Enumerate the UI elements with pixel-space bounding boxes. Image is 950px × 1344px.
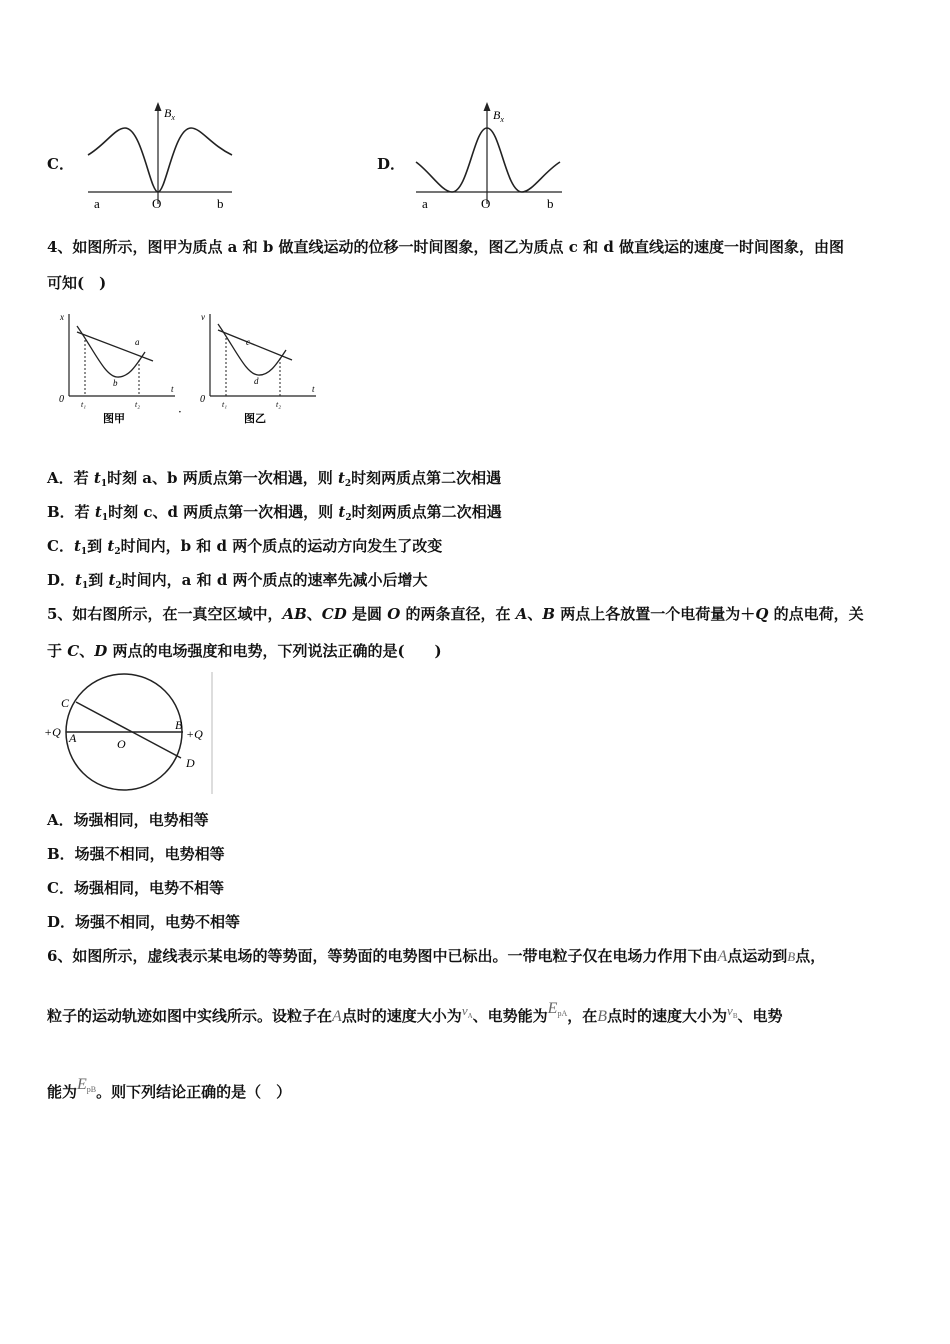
curve-d-label: d bbox=[254, 376, 259, 386]
charge-left-label: +Q bbox=[44, 725, 61, 739]
caption-jia: 图甲 bbox=[103, 413, 125, 425]
tick-o: O bbox=[152, 196, 162, 211]
y-label: v bbox=[201, 312, 205, 322]
q4-figure-yi bbox=[196, 308, 326, 428]
diameter-cd bbox=[76, 702, 181, 758]
q6-stem-line3: 能为$E_{pB}$。则下列结论正确的是（ ） bbox=[47, 1076, 292, 1101]
axis-arrow bbox=[155, 102, 162, 111]
q5-option-c[interactable]: C．场强相同，电势不相等 bbox=[47, 879, 224, 897]
curve-b-label: b bbox=[113, 378, 118, 388]
tick-b: b bbox=[217, 196, 224, 211]
axis-arrow bbox=[484, 102, 491, 111]
figure-separator-dot: · bbox=[178, 405, 182, 419]
origin-label: 0 bbox=[59, 394, 64, 405]
tick-a: a bbox=[94, 196, 100, 211]
point-c-label: C bbox=[61, 696, 70, 710]
curve-a-label: a bbox=[135, 337, 140, 347]
q4-option-a[interactable]: A．若 $t_1$时刻 a、b 两质点第一次相遇，则 $t_2$时刻两质点第二次相遇 bbox=[47, 469, 502, 489]
caption-yi: 图乙 bbox=[244, 413, 266, 425]
axis-label-b: $B_x$ bbox=[493, 108, 504, 124]
axis-label-b: $B_x$ bbox=[164, 106, 175, 122]
center-o-label: O bbox=[117, 737, 126, 751]
q5-stem-line1: 5、如右图所示，在一真空区域中，AB、CD 是圆 O 的两条直径，在 A、B 两点上各放置一个电荷量为＋Q 的点电荷，关 bbox=[47, 605, 864, 623]
q4-stem-line1: 4、如图所示，图甲为质点 a 和 b 做直线运动的位移一时间图象，图乙为质点 c 和 d 做直线运的速度一时间图象，由图 bbox=[47, 238, 845, 256]
line-c bbox=[218, 330, 292, 360]
q6-stem-line2: 粒子的运动轨迹如图中实线所示。设粒子在A点时的速度大小为$v_A$、电势能为$E_{pA}$，在B点时的速度大小为$v_B$、电势 bbox=[47, 1000, 783, 1025]
t1-label: t₁ bbox=[81, 400, 87, 409]
t2-label: t₂ bbox=[135, 400, 141, 409]
q4-figure-jia bbox=[55, 308, 185, 428]
q4-option-c[interactable]: C．$t_1$到 $t_2$时间内，b 和 d 两个质点的运动方向发生了改变 bbox=[47, 537, 443, 557]
q4-option-b[interactable]: B．若 $t_1$时刻 c、d 两质点第一次相遇，则 $t_2$时刻两质点第二次相遇 bbox=[47, 503, 502, 523]
tick-b: b bbox=[547, 196, 554, 211]
curve-c bbox=[88, 128, 232, 192]
t2-label: t₂ bbox=[276, 400, 282, 409]
x-label: t bbox=[312, 384, 315, 394]
tick-a: a bbox=[422, 196, 428, 211]
curve-c-label: c bbox=[246, 337, 250, 347]
q6-stem-line1: 6、如图所示，虚线表示某电场的等势面，等势面的电势图中已标出。一带电粒子仅在电场力作用下由A点运动到B点， bbox=[47, 947, 826, 965]
origin-label: 0 bbox=[200, 394, 205, 405]
q5-option-b[interactable]: B．场强不相同，电势相等 bbox=[47, 845, 225, 863]
q5-circle-figure bbox=[44, 668, 219, 798]
curve-d bbox=[218, 324, 286, 375]
curve-d bbox=[416, 128, 560, 192]
q3-graph-d bbox=[410, 100, 570, 215]
tick-o: O bbox=[481, 196, 491, 211]
y-label: x bbox=[60, 312, 64, 322]
x-label: t bbox=[171, 384, 174, 394]
q3-option-c-label: C． bbox=[47, 155, 74, 173]
curve-b bbox=[77, 326, 145, 377]
q5-option-d[interactable]: D．场强不相同，电势不相等 bbox=[47, 913, 241, 931]
point-d-label: D bbox=[186, 756, 195, 770]
q4-stem-line2: 可知( ) bbox=[47, 274, 107, 292]
point-a-label: A bbox=[69, 731, 77, 745]
t1-label: t₁ bbox=[222, 400, 228, 409]
charge-right-label: +Q bbox=[186, 727, 203, 741]
point-b-label: B bbox=[175, 718, 183, 732]
q3-option-d-label: D． bbox=[377, 155, 406, 173]
q4-option-d[interactable]: D．$t_1$到 $t_2$时间内，a 和 d 两个质点的速率先减小后增大 bbox=[47, 571, 428, 591]
q5-stem-line2: 于 C、D 两点的电场强度和电势，下列说法正确的是( ) bbox=[47, 642, 442, 660]
q5-option-a[interactable]: A．场强相同，电势相等 bbox=[47, 811, 209, 829]
q3-graph-c bbox=[80, 100, 240, 215]
